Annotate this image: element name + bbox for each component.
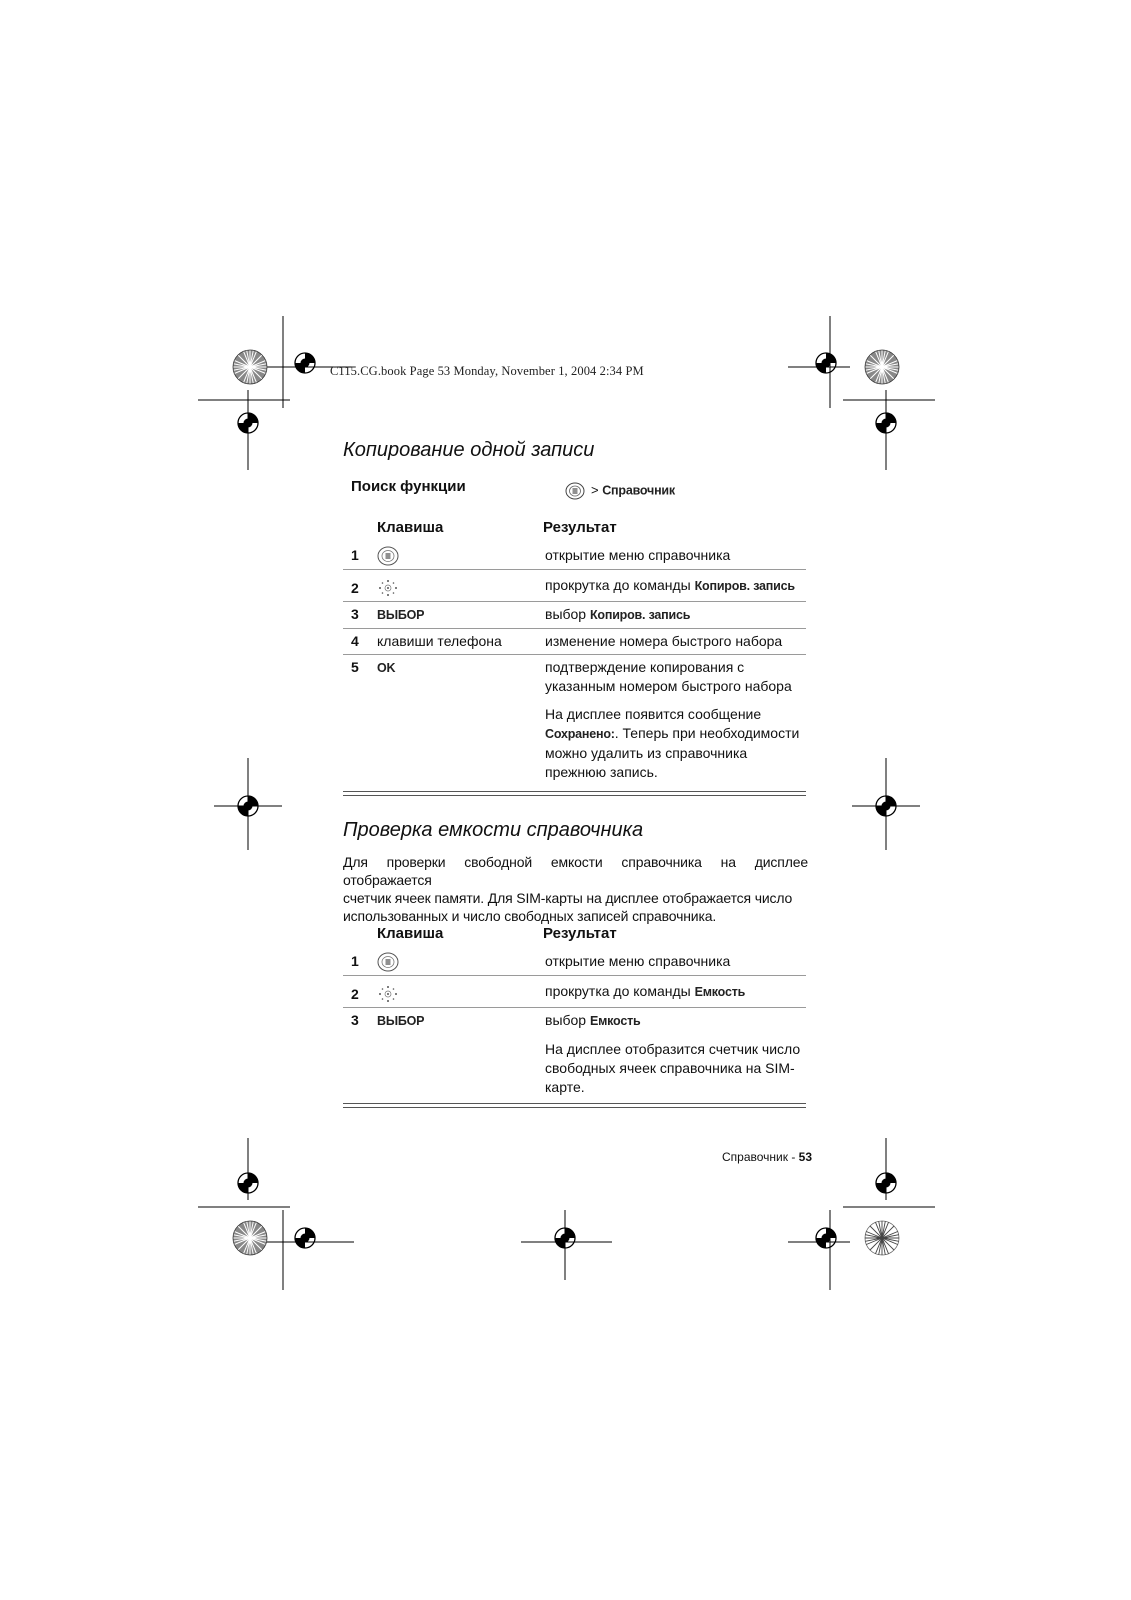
step-number: 3	[343, 602, 377, 629]
column-header-key: Клавиша	[377, 925, 444, 942]
menu-key-icon	[377, 546, 399, 566]
table-row	[343, 976, 806, 1008]
step-result	[545, 1008, 806, 1102]
note-text: На дисплее отобразится счетчик число	[545, 1041, 801, 1058]
step-key	[377, 655, 545, 787]
table-end-rule	[343, 1103, 806, 1108]
result-text: открытие меню справочника	[545, 547, 731, 563]
path-separator: >	[591, 482, 599, 498]
step-key	[377, 1008, 545, 1102]
step-number: 3	[351, 1012, 359, 1029]
step-result	[545, 570, 806, 602]
note-text: можно удалить из справочника	[545, 745, 748, 762]
menu-key-icon	[565, 482, 585, 500]
note-text: свободных ячеек справочника на SIM-	[545, 1060, 795, 1077]
result-text: изменение номера быстрого набора	[545, 633, 783, 650]
result-text: подтверждение копирования с	[545, 659, 745, 676]
column-header-result: Результат	[543, 925, 617, 942]
column-header-result: Результат	[543, 519, 617, 536]
result-text: открытие меню справочника	[545, 953, 731, 969]
step-number: 5	[351, 659, 359, 676]
paragraph-line: использованных и число свободных записей справочника.	[343, 908, 717, 924]
result-text: указанным номером быстрого набора	[545, 678, 792, 695]
find-feature-path	[565, 482, 675, 500]
paragraph-line: Для проверки свободной емкости справочника на дисплее отображается	[343, 854, 808, 888]
menu-key-icon	[377, 952, 399, 972]
book-header: C115.CG.book Page 53 Monday, November 1, 2004 2:34 PM	[330, 364, 644, 378]
soft-key-label: OK	[377, 661, 396, 676]
step-number: 1	[343, 543, 377, 570]
step-number: 2	[343, 976, 377, 1008]
step-result	[545, 602, 806, 629]
column-header-key: Клавиша	[377, 519, 444, 536]
page-number: 53	[798, 1150, 813, 1164]
table-row	[343, 602, 806, 629]
paragraph-line: счетчик ячеек памяти. Для SIM-карты на дисплее отображается число	[343, 890, 793, 906]
step-key	[377, 949, 545, 976]
soft-key-label: ВЫБОР	[377, 608, 425, 623]
step-key	[377, 976, 545, 1008]
table-row	[343, 655, 806, 787]
nav-key-icon	[377, 984, 399, 1004]
step-number: 4	[343, 629, 377, 655]
section-title-capacity: Проверка емкости справочника	[343, 819, 644, 841]
note-command: Сохранено:	[545, 727, 615, 742]
note-text: На дисплее появится сообщение	[545, 706, 762, 723]
step-result	[545, 976, 806, 1008]
note-text: прежнюю запись.	[545, 764, 658, 781]
step-result	[545, 949, 806, 976]
table-end-rule	[343, 791, 806, 796]
result-command: Емкость	[694, 985, 746, 1000]
table-row	[343, 543, 806, 570]
table-row	[343, 1008, 806, 1102]
page-footer	[722, 1150, 812, 1164]
result-text: прокрутка до команды	[545, 983, 695, 1000]
step-result	[545, 655, 806, 787]
find-feature-label: Поиск функции	[351, 478, 466, 495]
result-command: Копиров. запись	[694, 579, 795, 594]
soft-key-label: ВЫБОР	[377, 1014, 425, 1029]
step-number: 2	[343, 570, 377, 602]
footer-separator: -	[788, 1150, 799, 1164]
result-command: Копиров. запись	[589, 608, 691, 623]
capacity-paragraph	[343, 853, 808, 925]
step-key: клавиши телефона	[377, 629, 545, 655]
note-text: карте.	[545, 1079, 585, 1096]
result-text	[545, 1011, 802, 1031]
footer-section-name: Справочник	[722, 1150, 788, 1164]
nav-key-icon	[377, 578, 399, 598]
table-row	[343, 629, 806, 655]
step-key	[377, 543, 545, 570]
steps-table-capacity	[343, 949, 806, 1101]
note-text-rest: . Теперь при необходимости	[614, 725, 800, 742]
step-result	[545, 629, 806, 655]
result-command: Емкость	[589, 1014, 641, 1029]
table-row	[343, 570, 806, 602]
table-row	[343, 949, 806, 976]
section-title-copy-entry: Копирование одной записи	[343, 439, 595, 461]
step-number: 1	[343, 949, 377, 976]
result-text: выбор	[545, 606, 590, 623]
note-text	[545, 724, 802, 744]
step-key	[377, 570, 545, 602]
path-command: Справочник	[602, 483, 675, 498]
result-text-pre: выбор	[545, 1012, 590, 1029]
result-text: прокрутка до команды	[545, 577, 695, 594]
step-result	[545, 543, 806, 570]
step-key	[377, 602, 545, 629]
steps-table-copy	[343, 543, 806, 786]
